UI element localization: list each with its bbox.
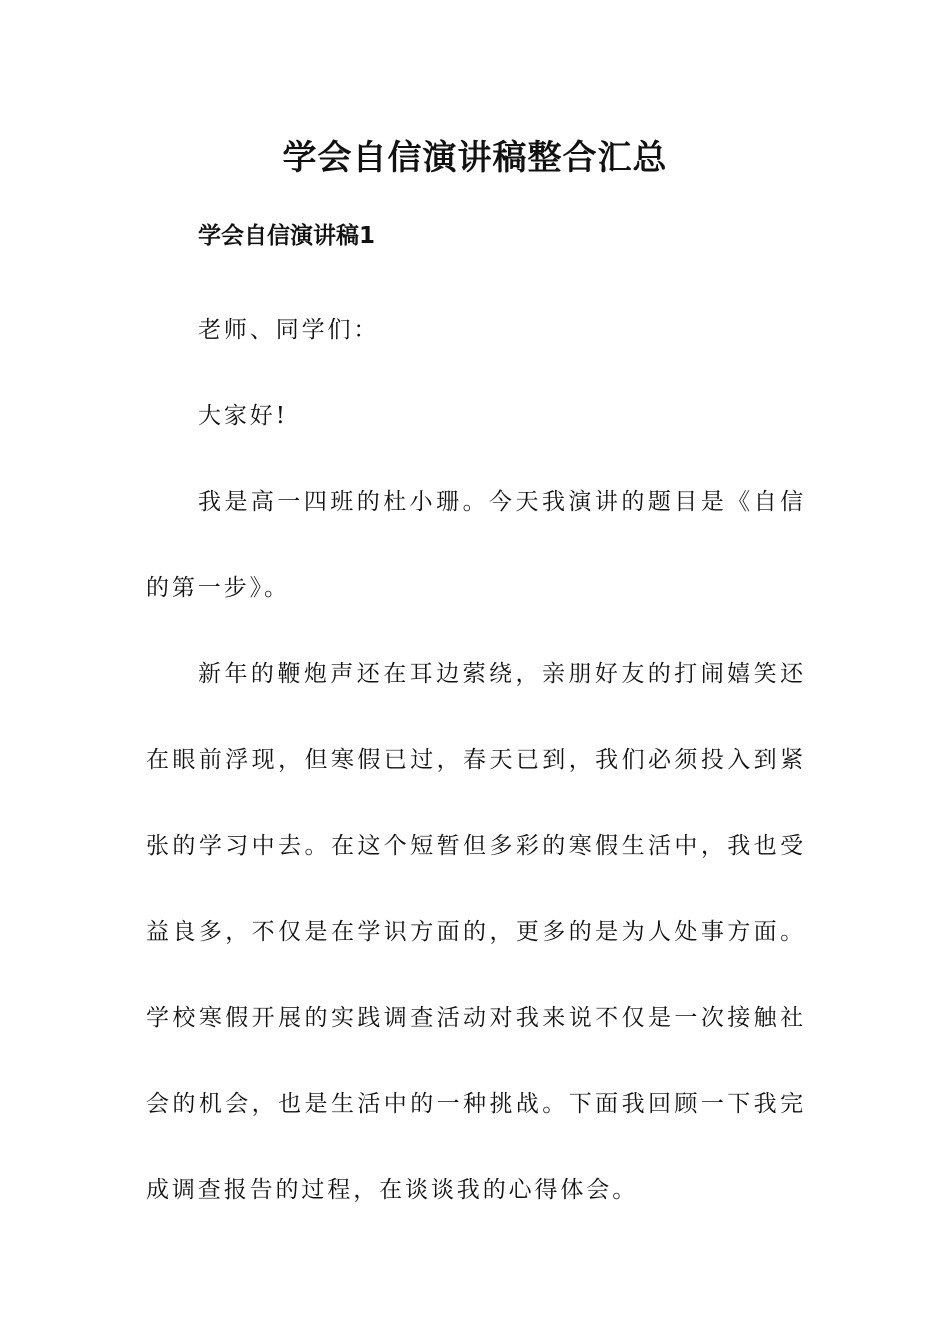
section-heading: 学会自信演讲稿1	[198, 223, 376, 249]
body-paragraph: 新年的鞭炮声还在耳边萦绕，亲朋好友的打闹嬉笑还在眼前浮现，但寒假已过，春天已到，我们必须投入到紧张的学习中去。在这个短暂但多彩的寒假生活中，我也受益良多，不仅是在学识方面的，更多的是为人处事方面。学校寒假开展的实践调查活动对我来说不仅是一次接触社会的机会，也是生活中的一种挑战。下面我回顾一下我完成调查报告的过程，在谈谈我的心得体会。	[146, 661, 806, 1203]
intro-paragraph: 我是高一四班的杜小珊。今天我演讲的题目是《自信的第一步》。	[146, 489, 806, 601]
document-body	[146, 287, 806, 1233]
document-title: 学会自信演讲稿整合汇总	[282, 138, 668, 178]
salutation-paragraph: 大家好!	[198, 403, 288, 429]
greeting-paragraph: 老师、同学们：	[198, 317, 380, 343]
